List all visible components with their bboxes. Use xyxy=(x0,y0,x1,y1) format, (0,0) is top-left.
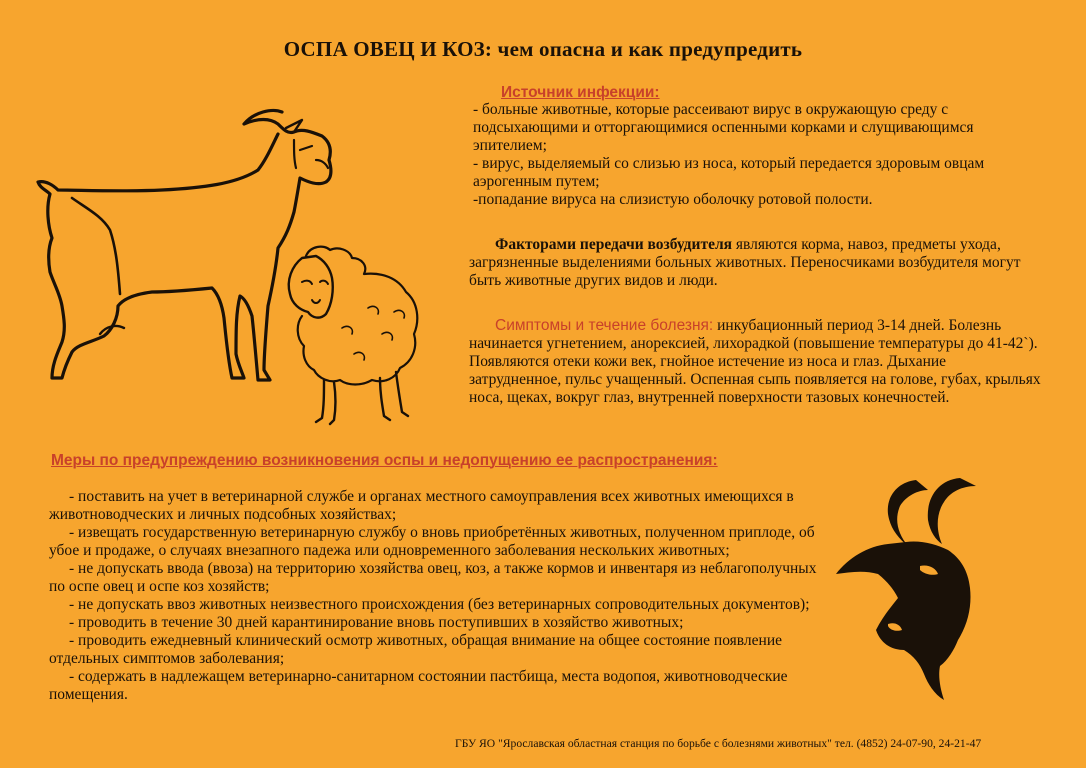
symptoms-text: инкубационный период 3-14 дней. Болезнь начинается угнетением, анорексией, лихорадкой (повышение температуры до 41-42`). Появляются отеки кожи век, гнойное истечение из носа и глаз. Дыхание затрудненное, пульс учащенный. Оспенная сыпь появляется на голове, губах, крыльях носа, щеках, вокруг глаз, внутренней поверхности тазовых конечностей. xyxy=(469,317,1041,406)
source-item: - больные животные, которые рассеивают вирус в окружающую среду с подсыхающими и отторгающимися оспенными корками и слущивающимся эпителием; xyxy=(473,101,974,154)
source-item: -попадание вируса на слизистую оболочку ротовой полости. xyxy=(473,191,873,208)
source-list xyxy=(473,101,1043,209)
measure-item: - извещать государственную ветеринарную службу о вновь приобретённых животных, полученном приплоде, об убое и продаже, о случаях внезапного падежа или одновременного заболевания нескольких животных; xyxy=(49,524,815,559)
goat-head-illustration xyxy=(828,474,1028,704)
transmission-factors xyxy=(469,236,1041,290)
symptoms-heading: Симптомы и течение болезня: xyxy=(495,317,714,334)
symptoms-paragraph xyxy=(469,317,1041,407)
measures-heading: Меры по предупреждению возникновения оспы и недопущению ее распространения: xyxy=(51,452,718,469)
measure-item: - поставить на учет в ветеринарной службе и органах местного самоуправления всех животных имеющихся в животноводческих и личных подсобных хозяйствах; xyxy=(49,488,794,523)
measure-item: - не допускать ввода (ввоза) на территорию хозяйства овец, коз, а также кормов и инвентаря из неблагополучных по оспе овец и оспе коз хозяйств; xyxy=(49,560,817,595)
measure-item: - содержать в надлежащем ветеринарно-санитарном состоянии пастбища, места водопоя, животноводческие помещения. xyxy=(49,668,788,703)
measures-list xyxy=(49,488,824,704)
measure-item: - не допускать ввоз животных неизвестного происхождения (без ветеринарных сопроводительных документов); xyxy=(69,596,810,613)
measure-item: - проводить ежедневный клинический осмотр животных, обращая внимание на общее состояние появление отдельных симптомов заболевания; xyxy=(49,632,782,667)
source-heading: Источник инфекции: xyxy=(501,84,660,101)
sheep-illustration xyxy=(272,238,422,428)
transmission-factors-lead: Факторами передачи возбудителя xyxy=(495,236,733,253)
page-title: ОСПА ОВЕЦ И КОЗ: чем опасна и как предупредить xyxy=(283,37,803,61)
transmission-factors-text: являются корма, навоз, предметы ухода, загрязненные выделениями больных животных. Переносчиками возбудителя могут быть животные других видов и люди. xyxy=(469,236,1021,289)
footer-contact: ГБУ ЯО "Ярославская областная станция по борьбе с болезнями животных" тел. (4852) 24-07-90, 24-21-47 xyxy=(455,737,982,750)
measure-item: - проводить в течение 30 дней карантинирование вновь поступивших в хозяйство животных; xyxy=(69,614,684,631)
source-item: - вирус, выделяемый со слизью из носа, который передается здоровым овцам аэрогенным путем; xyxy=(473,155,985,190)
